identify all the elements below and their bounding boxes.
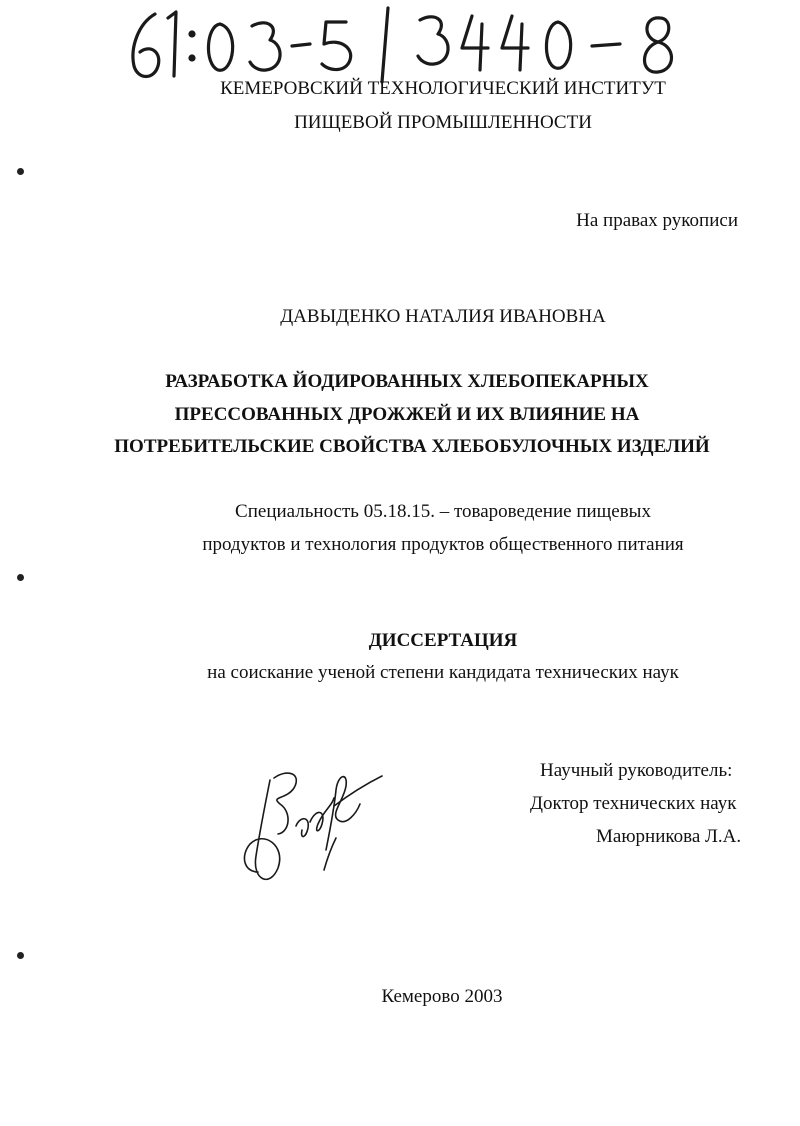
supervisor-degree: Доктор технических наук: [530, 793, 737, 814]
author-signature: [230, 760, 390, 890]
degree-purpose: на соискание ученой степени кандидата технических наук: [207, 662, 679, 683]
punch-hole-top: [17, 168, 24, 175]
specialty-line1: Специальность 05.18.15. – товароведение пищевых: [235, 501, 651, 522]
supervisor-label: Научный руководитель:: [540, 760, 733, 781]
institute-name-line2: ПИЩЕВОЙ ПРОМЫШЛЕННОСТИ: [294, 112, 592, 133]
city-and-year: Кемерово 2003: [381, 986, 503, 1007]
punch-hole-middle: [17, 574, 24, 581]
handwritten-archive-number: [120, 0, 700, 84]
supervisor-name: Маюрникова Л.А.: [596, 826, 742, 847]
dissertation-title-line2: ПРЕССОВАННЫХ ДРОЖЖЕЙ И ИХ ВЛИЯНИЕ НА: [174, 404, 640, 425]
manuscript-rights-note: На правах рукописи: [576, 210, 738, 231]
punch-hole-bottom: [17, 952, 24, 959]
specialty-line2: продуктов и технология продуктов общественного питания: [202, 534, 684, 555]
dissertation-title-line1: РАЗРАБОТКА ЙОДИРОВАННЫХ ХЛЕБОПЕКАРНЫХ: [165, 371, 649, 392]
institute-name-line1: КЕМЕРОВСКИЙ ТЕХНОЛОГИЧЕСКИЙ ИНСТИТУТ: [220, 78, 666, 99]
author-name: ДАВЫДЕНКО НАТАЛИЯ ИВАНОВНА: [280, 306, 606, 327]
dissertation-title-line3: ПОТРЕБИТЕЛЬСКИЕ СВОЙСТВА ХЛЕБОБУЛОЧНЫХ ИЗДЕЛИЙ: [114, 436, 710, 457]
work-type-heading: ДИССЕРТАЦИЯ: [368, 630, 518, 651]
